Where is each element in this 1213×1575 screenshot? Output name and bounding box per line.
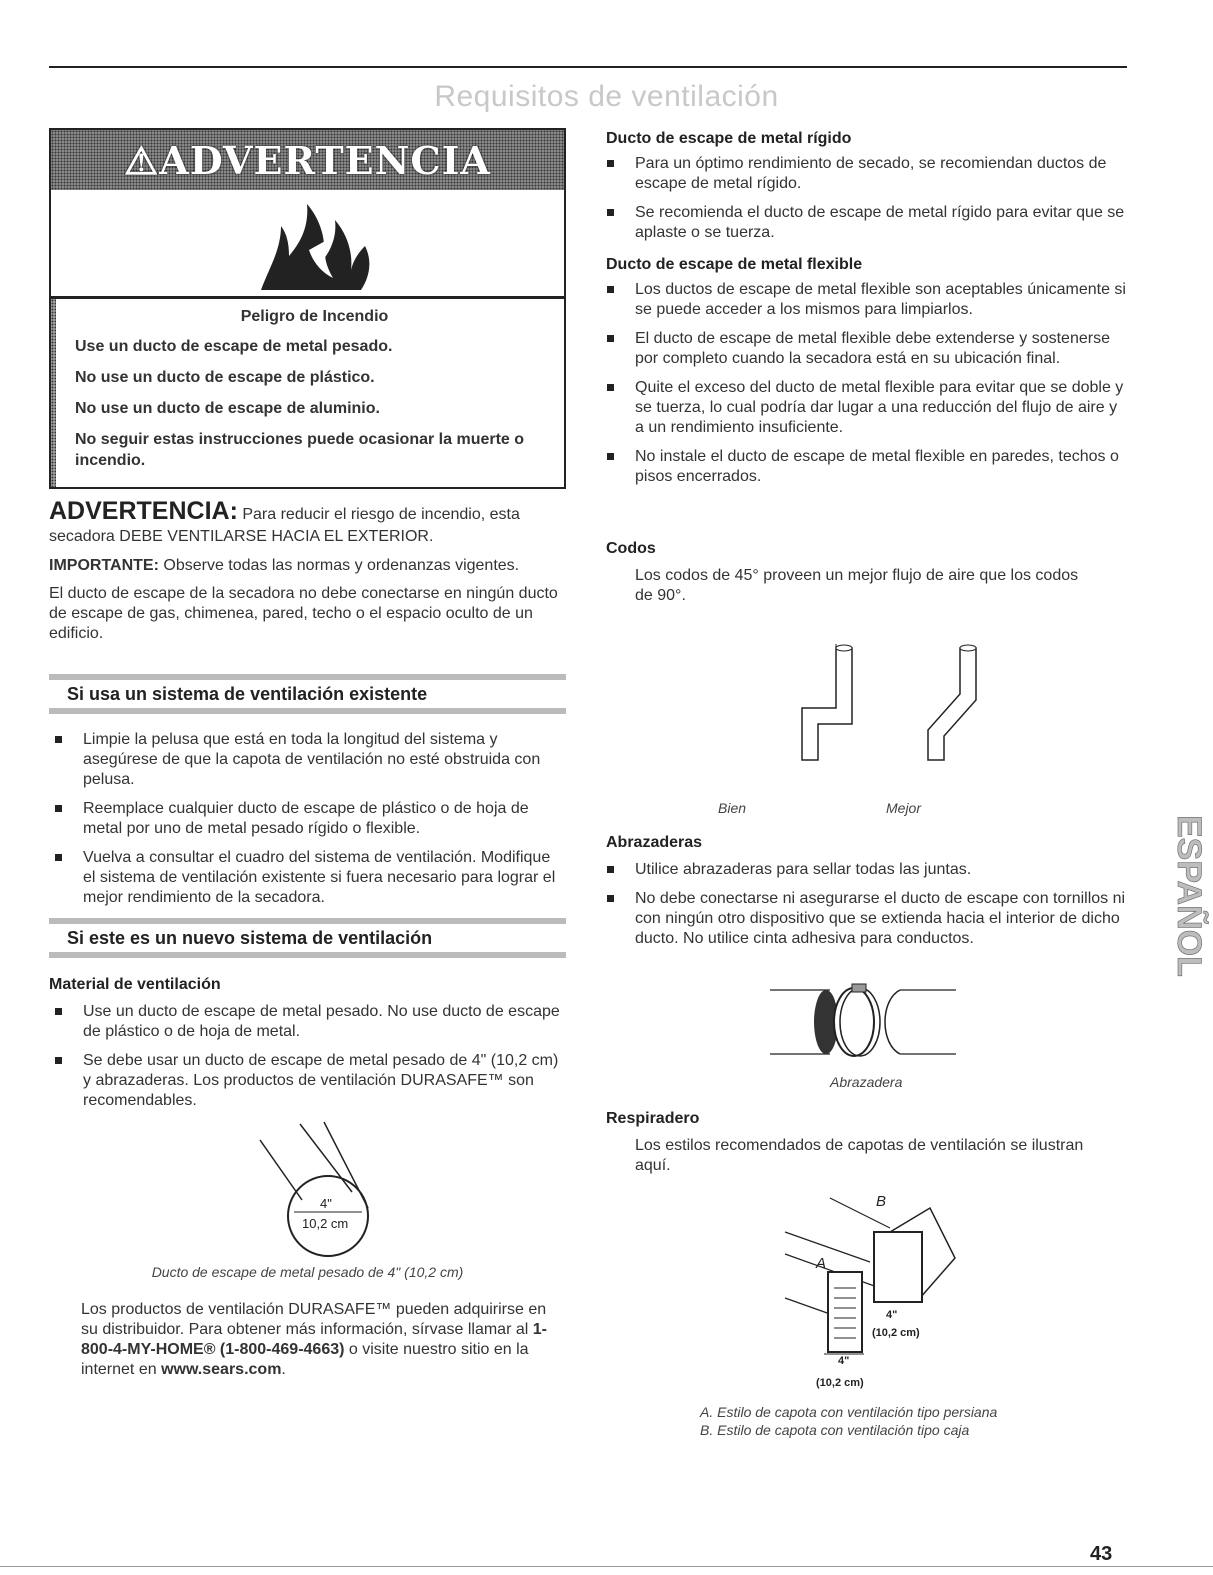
material-heading: Material de ventilación — [49, 976, 221, 993]
list-item: No debe conectarse ni asegurarse el ducto de escape con tornillos ni con ningún otro dispositivo que se extienda hacia el interior de dicho ducto. No utilice cinta adhesiva para conductos. — [601, 889, 1127, 949]
list-item: Para un óptimo rendimiento de secado, se recomiendan ductos de escape de metal rígido. — [601, 154, 1127, 194]
left-intro — [49, 497, 566, 649]
section-new: Si este es un nuevo sistema de ventilación — [49, 918, 566, 958]
codos-text: Los codos de 45° proveen un mejor flujo de aire que los codos de 90°. — [635, 567, 1079, 604]
list-item: Utilice abrazaderas para sellar todas las juntas. — [601, 860, 1127, 880]
hood-dim-2: 4" — [838, 1355, 850, 1367]
list-item: Vuelva a consultar el cuadro del sistema de ventilación. Modifique el sistema de ventilación existente si fuera necesario para lograr el mejor rendimiento de la secadora. — [49, 848, 566, 908]
phone-number: 1-800-4-MY-HOME® (1-800-469-4663) — [81, 1321, 547, 1358]
advert-text: Para reducir el riesgo de incendio, esta secadora DEBE VENTILARSE HACIA EL EXTERIOR. — [49, 506, 520, 545]
vent-text: Los estilos recomendados de capotas de ventilación se ilustran aquí. — [635, 1137, 1084, 1174]
duct-caption: Ducto de escape de metal pesado de 4" (10,2 cm) — [151, 1264, 464, 1280]
hood-caption-b: B. Estilo de capota con ventilación tipo caja — [700, 1422, 970, 1438]
list-item: Se debe usar un ducto de escape de metal pesado de 4" (10,2 cm) y abrazaderas. Los productos de ventilación DURASAFE™ son recomendables. — [49, 1051, 566, 1111]
hood-dim-1: 4" — [886, 1309, 898, 1321]
hood-label-b: B — [876, 1193, 887, 1210]
clamp-figure — [770, 980, 960, 1060]
warning-triangle-icon: ⚠ — [124, 138, 160, 183]
elbow-90-figure — [780, 640, 860, 770]
fire-icon — [51, 190, 564, 296]
warning-subtitle: Peligro de Incendio — [240, 308, 389, 325]
top-rule — [49, 66, 1127, 68]
flex-list — [601, 280, 1127, 496]
flex-heading: Ducto de escape de metal flexible — [606, 256, 863, 273]
list-item: Los ductos de escape de metal flexible son aceptables únicamente si se puede acceder a los mismos para limpiarlos. — [601, 280, 1127, 320]
list-item: El ducto de escape de metal flexible debe extenderse y sostenerse por completo cuando la secadora está en su ubicación final. — [601, 329, 1127, 369]
elbow-good-caption: Bien — [718, 800, 747, 816]
warning-line: No seguir estas instrucciones puede ocasionar la muerte o incendio. — [75, 431, 525, 469]
material-list — [49, 1002, 566, 1120]
warning-left-strip — [51, 299, 56, 487]
side-tab-label: ESPAÑOL — [1170, 815, 1208, 977]
duct-dim-cm: 10,2 cm — [302, 1216, 349, 1231]
warning-line: No use un ducto de escape de plástico. — [75, 369, 375, 386]
warning-text — [75, 308, 554, 481]
advert-label: ADVERTENCIA: — [49, 497, 238, 525]
vent-heading: Respiradero — [606, 1110, 700, 1127]
closing-paragraph: Los productos de ventilación DURASAFE™ pueden adquirirse en su distribuidor. Para obtener más información, sírvase llamar al 1-800-4-MY-HOME® (1-800-469-4663) o visite nuestro sitio en la internet en www.sears.com. — [81, 1301, 547, 1378]
page-title: Requisitos de ventilación — [434, 80, 779, 113]
importante-label: IMPORTANTE: — [49, 557, 159, 574]
vent-hood-figure — [780, 1188, 1010, 1398]
intro-paragraph: El ducto de escape de la secadora no debe conectarse en ningún ducto de escape de gas, chimenea, pared, techo o el espacio oculto de un edificio. — [49, 585, 558, 642]
list-item: Reemplace cualquier ducto de escape de plástico o de hoja de metal por uno de metal pesado rígido o flexible. — [49, 799, 566, 839]
language-side-tab — [1150, 805, 1208, 1065]
list-item: No instale el ducto de escape de metal flexible en paredes, techos o pisos encerrados. — [601, 447, 1127, 487]
warning-line: No use un ducto de escape de aluminio. — [75, 400, 380, 417]
clamps-list — [601, 860, 1127, 958]
page-number: 43 — [1090, 1543, 1113, 1565]
rigid-heading: Ducto de escape de metal rígido — [606, 130, 852, 147]
section-existing: Si usa un sistema de ventilación existente — [49, 674, 566, 714]
elbow-better-caption: Mejor — [886, 800, 922, 816]
list-item: Se recomienda el ducto de escape de metal rígido para evitar que se aplaste o se tuerza. — [601, 203, 1127, 243]
list-item: Quite el exceso del ducto de metal flexible para evitar que se doble y se tuerza, lo cual podría dar lugar a una reducción del flujo de aire y a un rendimiento insuficiente. — [601, 378, 1127, 438]
warning-title: ⚠ADVERTENCIA — [124, 138, 491, 183]
existing-list — [49, 730, 566, 917]
list-item: Limpie la pelusa que está en toda la longitud del sistema y asegúrese de que la capota de ventilación no esté obstruida con pelusa. — [49, 730, 566, 790]
rigid-list — [601, 154, 1127, 252]
warning-separator — [51, 296, 564, 299]
clamp-caption: Abrazadera — [830, 1074, 903, 1090]
duct-figure — [250, 1120, 390, 1260]
hood-dim-1-cm: (10,2 cm) — [872, 1327, 920, 1339]
list-item: Use un ducto de escape de metal pesado. No use ducto de escape de plástico o de hoja de metal. — [49, 1002, 566, 1042]
codos-heading: Codos — [606, 540, 656, 557]
hood-label-a: A — [816, 1255, 827, 1272]
importante-text: Observe todas las normas y ordenanzas vigentes. — [163, 557, 520, 574]
warning-box — [49, 128, 566, 489]
duct-dim-inch: 4" — [320, 1196, 332, 1211]
elbow-45-figure — [910, 640, 990, 770]
hood-dim-2-cm: (10,2 cm) — [816, 1377, 864, 1389]
clamps-heading: Abrazaderas — [606, 834, 703, 851]
hood-caption-a: A. Estilo de capota con ventilación tipo persiana — [700, 1404, 998, 1420]
bottom-rule — [0, 1566, 1213, 1567]
website-link[interactable]: www.sears.com — [161, 1361, 282, 1378]
warning-line: Use un ducto de escape de metal pesado. — [75, 338, 393, 355]
